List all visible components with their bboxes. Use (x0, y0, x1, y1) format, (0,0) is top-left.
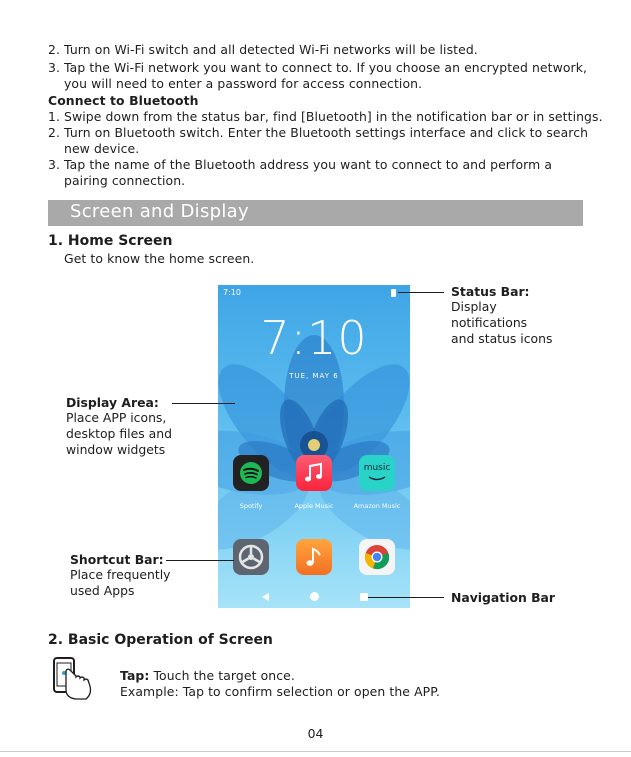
phone-screen (218, 285, 410, 608)
tap-description (120, 668, 295, 684)
shortcut-bar-line-2: used Apps (70, 583, 135, 598)
basic-operation-heading: 2. Basic Operation of Screen (48, 632, 273, 648)
home-screen-heading: 1. Home Screen (48, 233, 173, 249)
status-bar-title: Status Bar: (451, 284, 530, 299)
section-header (48, 200, 583, 226)
clock: 7:10 (260, 311, 368, 365)
status-time: 7:10 (223, 288, 241, 297)
chrome-icon (359, 539, 395, 575)
tap-text: Touch the target once. (149, 668, 295, 683)
status-bar-line-2: notifications (451, 315, 528, 330)
music-icon (296, 539, 332, 575)
amazon-music-label: Amazon Music (353, 502, 401, 510)
amazon-smile-icon (359, 455, 395, 491)
page-number: 04 (307, 726, 324, 741)
back-icon[interactable] (262, 593, 269, 601)
bluetooth-step-2: 2. Turn on Bluetooth switch. Enter the Bluetooth settings interface and click to search (48, 125, 589, 140)
music-app[interactable] (296, 539, 332, 575)
spotify-icon (233, 455, 269, 491)
shortcut-bar-title: Shortcut Bar: (70, 552, 164, 567)
bluetooth-step-3-cont: pairing connection. (64, 173, 186, 188)
shortcut-bar-connector (166, 560, 234, 561)
status-bar-line-3: and status icons (451, 331, 553, 346)
amazon-music-icon: music (363, 463, 391, 473)
amazon-music-app[interactable] (359, 455, 395, 491)
apple-music-label: Apple Music (294, 502, 334, 510)
shortcut-bar-callout (70, 552, 171, 599)
home-icon[interactable] (310, 592, 319, 601)
spotify-label: Spotify (239, 502, 263, 510)
bluetooth-heading: Connect to Bluetooth (48, 93, 199, 108)
home-screen-intro: Get to know the home screen. (64, 251, 255, 266)
display-area-line-1: Place APP icons, (66, 410, 167, 425)
wifi-step-3: 3. Tap the Wi-Fi network you want to connect to. If you choose an encrypted network, (48, 60, 588, 75)
display-area-title: Display Area: (66, 395, 159, 410)
display-area-callout (66, 395, 172, 458)
date: TUE, MAY 6 (289, 372, 339, 380)
status-bar-connector (398, 292, 444, 293)
status-bar-callout (451, 284, 552, 347)
spotify-app[interactable] (233, 455, 269, 491)
display-area-line-3: window widgets (66, 442, 166, 457)
navigation-bar-callout (451, 590, 555, 605)
bluetooth-step-3: 3. Tap the name of the Bluetooth address you want to connect to and perform a (48, 157, 553, 172)
tap-title: Tap: (120, 668, 150, 683)
wifi-step-2: 2. Turn on Wi-Fi switch and all detected Wi-Fi networks will be listed. (48, 42, 478, 57)
section-title: Screen and Display (70, 201, 249, 222)
display-area-line-2: desktop files and (66, 426, 172, 441)
bluetooth-step-2-cont: new device. (64, 141, 140, 156)
shortcut-bar-line-1: Place frequently (70, 567, 171, 582)
bluetooth-step-1: 1. Swipe down from the status bar, find [Bluetooth] in the notification bar or in settings. (48, 109, 603, 124)
settings-app[interactable] (233, 539, 269, 575)
status-bar-line-1: Display (451, 299, 497, 314)
apple-music-app[interactable] (296, 455, 332, 491)
wifi-step-3-cont: you will need to enter a password for access connection. (64, 76, 423, 91)
display-area-connector (172, 403, 235, 404)
battery-icon (391, 289, 396, 297)
navigation-bar-title: Navigation Bar (451, 590, 556, 605)
tap-gesture-icon (52, 656, 98, 702)
tap-example: Example: Tap to confirm selection or open the APP. (120, 684, 440, 699)
recents-icon[interactable] (360, 593, 368, 601)
apple-music-icon (296, 455, 332, 491)
chrome-app[interactable] (359, 539, 395, 575)
settings-icon (233, 539, 269, 575)
navigation-bar-connector (368, 597, 444, 598)
footer-divider (0, 751, 631, 752)
